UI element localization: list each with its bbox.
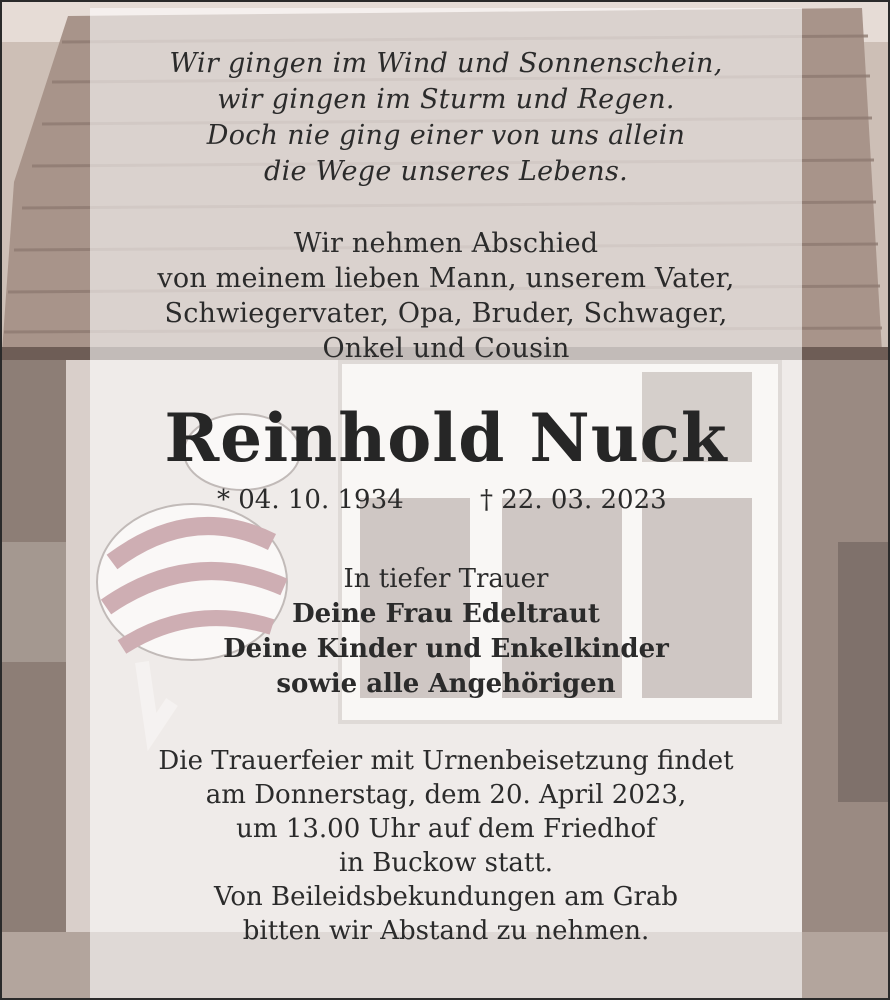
service-line: am Donnerstag, dem 20. April 2023,	[205, 780, 687, 810]
farewell-line: von meinem lieben Mann, unserem Vater,	[157, 263, 735, 294]
life-dates	[90, 482, 802, 518]
deceased-name: Reinhold Nuck	[164, 399, 728, 477]
poem	[90, 46, 802, 190]
service-line: Von Beileidsbekundungen am Grab	[213, 882, 679, 912]
mourners	[90, 562, 802, 702]
poem-line: die Wege unseres Lebens.	[264, 156, 628, 187]
service-line: Die Trauerfeier mit Urnenbeisetzung findet	[158, 746, 734, 776]
service-line: bitten wir Abstand zu nehmen.	[242, 916, 650, 946]
birth-date: * 04. 10. 1934	[217, 485, 404, 515]
poem-line: Wir gingen im Wind und Sonnenschein,	[169, 48, 723, 79]
farewell-line: Onkel und Cousin	[322, 333, 570, 364]
service-line: um 13.00 Uhr auf dem Friedhof	[236, 814, 656, 844]
mourner-line: Deine Kinder und Enkelkinder	[223, 634, 669, 664]
mourners-intro: In tiefer Trauer	[343, 564, 549, 594]
poem-line: wir gingen im Sturm und Regen.	[217, 84, 675, 115]
service-line: in Buckow statt.	[338, 848, 554, 878]
poem-line: Doch nie ging einer von uns allein	[206, 120, 686, 151]
farewell-line: Schwiegervater, Opa, Bruder, Schwager,	[164, 298, 728, 329]
farewell-line: Wir nehmen Abschied	[293, 228, 599, 259]
mourner-line: sowie alle Angehörigen	[276, 669, 616, 699]
death-date: † 22. 03. 2023	[480, 485, 667, 515]
service-info	[90, 744, 802, 948]
farewell-text	[90, 226, 802, 366]
mourner-line: Deine Frau Edeltraut	[292, 599, 600, 629]
